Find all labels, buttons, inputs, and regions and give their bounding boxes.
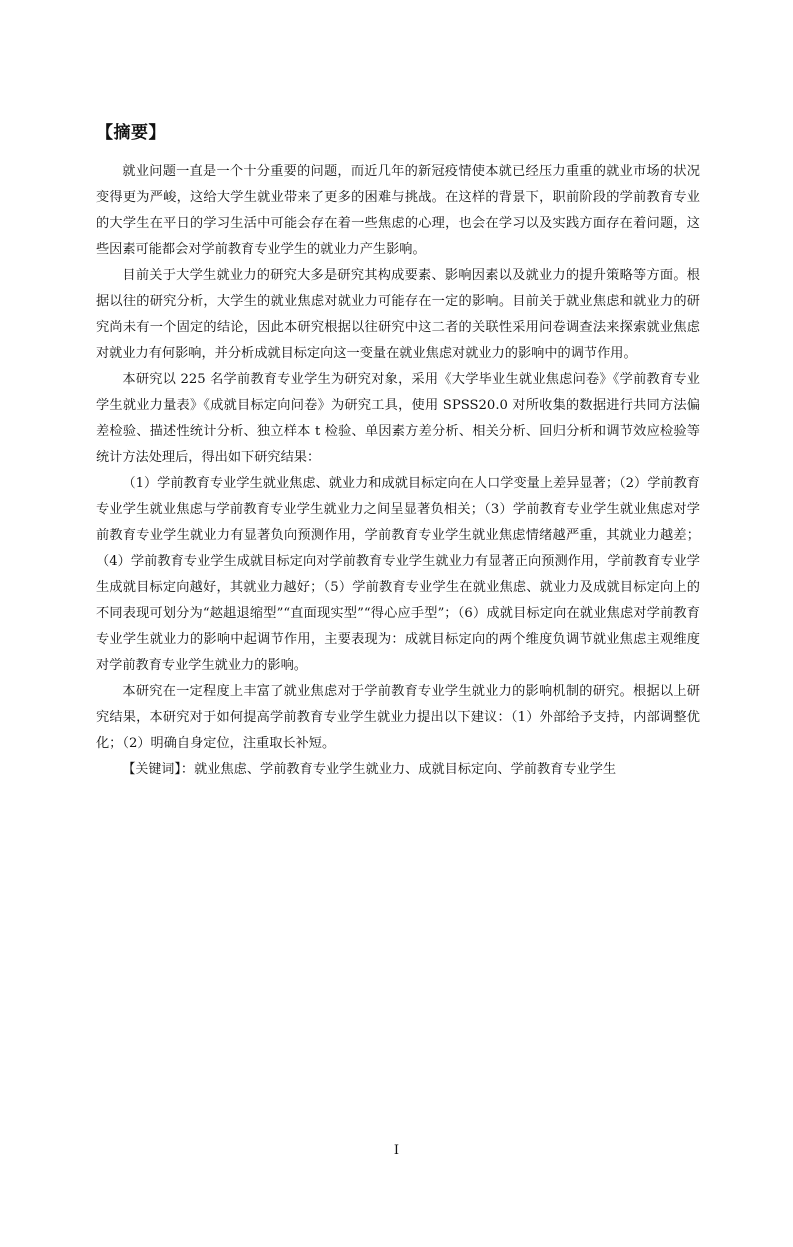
abstract-paragraph: 本研究在一定程度上丰富了就业焦虑对于学前教育专业学生就业力的影响机制的研究。根据以上研究结果，本研究对于如何提高学前教育专业学生就业力提出以下建议：（1）外部给予支持，内部调整优化；（2）明确自身定位，注重取长补短。	[96, 684, 700, 751]
abstract-heading: 【摘要】	[96, 123, 166, 143]
keywords-text: ：就业焦虑、学前教育专业学生就业力、成就目标定向、学前教育专业学生	[180, 762, 617, 777]
keywords-line	[96, 757, 700, 783]
keywords-label: 【关键词】	[122, 762, 181, 777]
abstract-body	[96, 159, 700, 783]
abstract-paragraph: 本研究以 225 名学前教育专业学生为研究对象，采用《大学毕业生就业焦虑问卷》《学前教育专业学生就业力量表》《成就目标定向问卷》为研究工具，使用 SPSS20.0 对所收集的数据进行共同方法偏差检验、描述性统计分析、独立样本 t 检验、单因素方差分析、相关分析、回归分析和调节效应检验等统计方法处理后，得出如下研究结果：	[96, 372, 700, 465]
abstract-paragraph: 就业问题一直是一个十分重要的问题，而近几年的新冠疫情使本就已经压力重重的就业市场的状况变得更为严峻，这给大学生就业带来了更多的困难与挑战。在这样的背景下，职前阶段的学前教育专业的大学生在平日的学习生活中可能会存在着一些焦虑的心理，也会在学习以及实践方面存在着问题，这些因素可能都会对学前教育专业学生的就业力产生影响。	[96, 164, 700, 257]
abstract-paragraph: 目前关于大学生就业力的研究大多是研究其构成要素、影响因素以及就业力的提升策略等方面。根据以往的研究分析，大学生的就业焦虑对就业力可能存在一定的影响。目前关于就业焦虑和就业力的研究尚未有一个固定的结论，因此本研究根据以往研究中这二者的关联性采用问卷调查法来探索就业焦虑对就业力有何影响，并分析成就目标定向这一变量在就业焦虑对就业力的影响中的调节作用。	[96, 268, 700, 361]
abstract-paragraph: （1）学前教育专业学生就业焦虑、就业力和成就目标定向在人口学变量上差异显著；（2）学前教育专业学生就业焦虑与学前教育专业学生就业力之间呈显著负相关；（3）学前教育专业学生就业焦虑对学前教育专业学生就业力有显著负向预测作用，学前教育专业学生就业焦虑情绪越严重，其就业力越差；（4）学前教育专业学生成就目标定向对学前教育专业学生就业力有显著正向预测作用，学前教育专业学生成就目标定向越好，其就业力越好；（5）学前教育专业学生在就业焦虑、就业力及成就目标定向上的不同表现可划分为“趑趄退缩型”“直面现实型”“得心应手型”；（6）成就目标定向在就业焦虑对学前教育专业学生就业力的影响中起调节作用，主要表现为：成就目标定向的两个维度负调节就业焦虑主观维度对学前教育专业学生就业力的影响。	[96, 476, 700, 673]
page-number: I	[393, 1143, 400, 1158]
